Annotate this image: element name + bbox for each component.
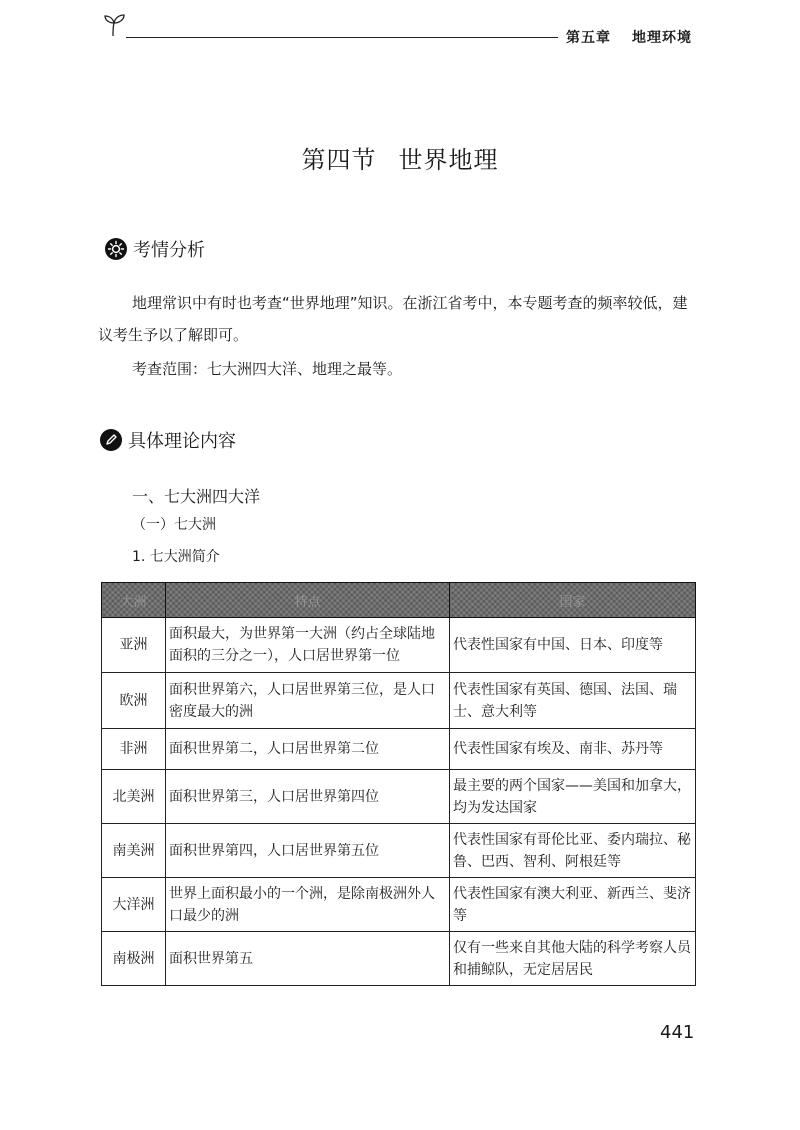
continent-feature: 面积世界第六，人口居世界第三位，是人口密度最大的洲 <box>166 673 450 729</box>
continent-feature: 面积世界第五 <box>166 932 450 986</box>
header-continent: 大洲 <box>102 583 166 618</box>
continent-feature: 面积最大，为世界第一大洲（约占全球陆地面积的三分之一），人口居世界第一位 <box>166 618 450 673</box>
continent-countries: 代表性国家有中国、日本、印度等 <box>450 618 696 673</box>
continent-countries: 代表性国家有澳大利亚、新西兰、斐济等 <box>450 878 696 932</box>
analysis-paragraph: 地理常识中有时也考查“世界地理”知识。在浙江省考中，本专题考查的频率较低，建议考生予以了解即可。 <box>98 294 688 344</box>
section-name: 世界地理 <box>398 146 499 174</box>
continent-countries: 仅有一些来自其他大陆的科学考察人员和捕鲸队，无定居居民 <box>450 932 696 986</box>
table-row <box>102 878 696 932</box>
header-countries: 国家 <box>450 583 696 618</box>
continent-name: 欧洲 <box>102 673 166 729</box>
continents-table <box>101 582 695 986</box>
subheading-continents-oceans: 一、七大洲四大洋 <box>132 487 261 506</box>
analysis-heading-label: 考情分析 <box>133 240 205 261</box>
header-feature: 特点 <box>166 583 450 618</box>
continent-name: 北美洲 <box>102 770 166 824</box>
table-row <box>102 673 696 729</box>
table-row <box>102 770 696 824</box>
continent-feature: 面积世界第三，人口居世界第四位 <box>166 770 450 824</box>
continent-name: 非洲 <box>102 729 166 770</box>
continent-name: 南极洲 <box>102 932 166 986</box>
continent-countries: 代表性国家有哥伦比亚、委内瑞拉、秘鲁、巴西、智利、阿根廷等 <box>450 824 696 878</box>
subheading-continents-intro: 1. 七大洲简介 <box>132 549 220 565</box>
table-row <box>102 932 696 986</box>
header-rule <box>126 37 558 38</box>
continent-countries: 代表性国家有英国、德国、法国、瑞士、意大利等 <box>450 673 696 729</box>
exam-scope-paragraph: 考查范围：七大洲四大洋、地理之最等。 <box>132 360 403 378</box>
analysis-heading <box>105 236 205 262</box>
sprout-icon <box>100 10 130 40</box>
theory-heading <box>100 427 236 453</box>
table-header-row <box>102 583 696 618</box>
sun-icon <box>105 238 127 260</box>
continent-name: 大洋洲 <box>102 878 166 932</box>
header-chapter: 第五章 <box>566 30 611 46</box>
continent-countries: 最主要的两个国家——美国和加拿大，均为发达国家 <box>450 770 696 824</box>
section-title <box>0 140 800 175</box>
continent-name: 亚洲 <box>102 618 166 673</box>
header-topic: 地理环境 <box>632 30 692 46</box>
page-number: 441 <box>660 1022 695 1043</box>
section-number: 第四节 <box>301 146 377 174</box>
continent-feature: 世界上面积最小的一个洲，是除南极洲外人口最少的洲 <box>166 878 450 932</box>
continent-feature: 面积世界第二，人口居世界第二位 <box>166 729 450 770</box>
subheading-seven-continents: （一）七大洲 <box>132 517 216 533</box>
theory-heading-label: 具体理论内容 <box>128 431 236 452</box>
continent-feature: 面积世界第四，人口居世界第五位 <box>166 824 450 878</box>
pencil-icon <box>100 429 122 451</box>
table-row <box>102 729 696 770</box>
continent-countries: 代表性国家有埃及、南非、苏丹等 <box>450 729 696 770</box>
continent-name: 南美洲 <box>102 824 166 878</box>
table-row <box>102 618 696 673</box>
table-row <box>102 824 696 878</box>
